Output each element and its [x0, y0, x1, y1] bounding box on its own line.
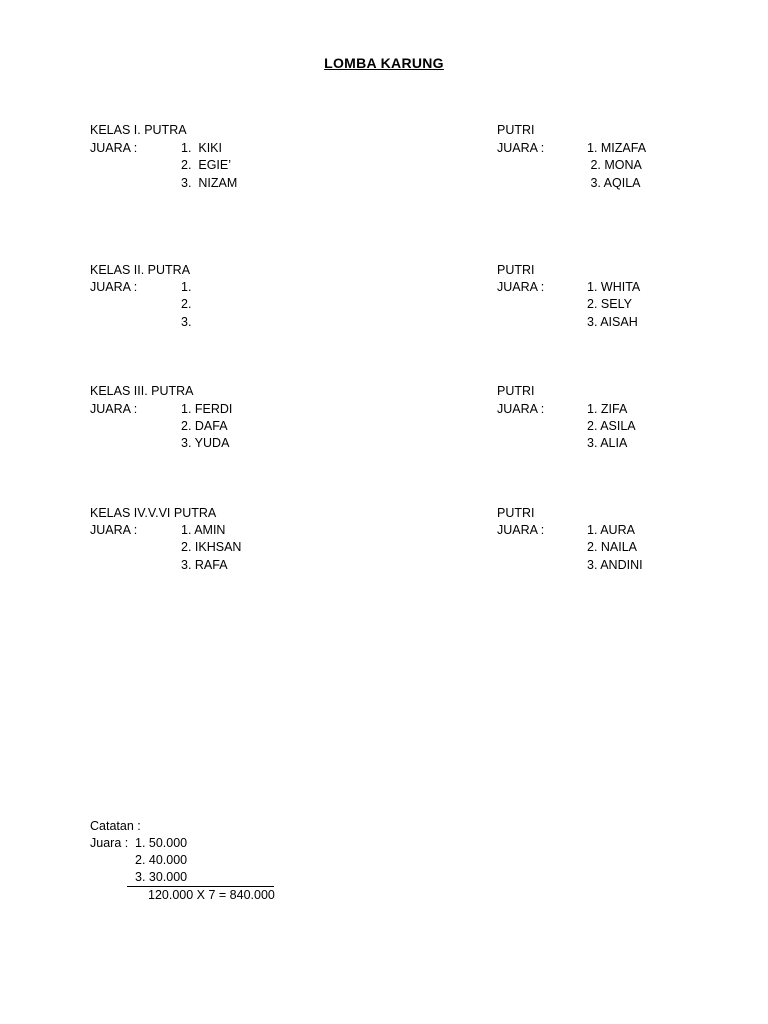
putra-winner: 2. EGIE’ [181, 158, 232, 172]
putri-winner: 2. SELY [587, 297, 632, 311]
putri-winner: 2. ASILA [587, 419, 636, 433]
putri-winner: 3. AQILA [587, 176, 641, 190]
putri-heading: PUTRI [497, 384, 535, 398]
putra-winner: 1. [181, 280, 192, 294]
prize-amount: 2. 40.000 [135, 853, 188, 867]
juara-label: JUARA : [497, 402, 545, 416]
juara-label: JUARA : [90, 402, 138, 416]
putra-heading: KELAS I. PUTRA [90, 123, 187, 137]
putra-winner: 3. YUDA [181, 436, 230, 450]
prize-total: 120.000 X 7 = 840.000 [148, 888, 275, 902]
putri-winner: 1. ZIFA [587, 402, 628, 416]
putri-winner: 1. MIZAFA [587, 141, 647, 155]
putri-winner: 2. NAILA [587, 540, 638, 554]
putra-heading: KELAS II. PUTRA [90, 263, 191, 277]
putri-winner: 3. AISAH [587, 315, 638, 329]
putra-heading: KELAS IV.V.VI PUTRA [90, 506, 217, 520]
putra-winner: 2. [181, 297, 192, 311]
putra-heading: KELAS III. PUTRA [90, 384, 194, 398]
putra-winner: 1. AMIN [181, 523, 226, 537]
prize-amount: 3. 30.000 [135, 870, 188, 884]
juara-label: JUARA : [90, 523, 138, 537]
putra-winner: 2. IKHSAN [181, 540, 242, 554]
putri-winner: 1. WHITA [587, 280, 641, 294]
putra-winner: 3. NIZAM [181, 176, 238, 190]
prize-amount: 1. 50.000 [135, 836, 188, 850]
notes-heading: Catatan : [90, 819, 141, 833]
putra-winner: 3. RAFA [181, 558, 228, 572]
putri-winner: 3. ALIA [587, 436, 628, 450]
putra-winner: 1. KIKI [181, 141, 222, 155]
putri-heading: PUTRI [497, 263, 535, 277]
juara-label: JUARA : [497, 523, 545, 537]
juara-label: JUARA : [90, 141, 138, 155]
juara-label: JUARA : [497, 280, 545, 294]
putra-winner: 1. FERDI [181, 402, 233, 416]
putri-winner: 2. MONA [587, 158, 642, 172]
putri-winner: 1. AURA [587, 523, 635, 537]
putra-winner: 3. [181, 315, 192, 329]
juara-label: JUARA : [497, 141, 545, 155]
putri-winner: 3. ANDINI [587, 558, 643, 572]
putri-heading: PUTRI [497, 506, 535, 520]
putri-heading: PUTRI [497, 123, 535, 137]
page-title: LOMBA KARUNG [324, 55, 444, 71]
notes-juara-label: Juara : [90, 836, 129, 850]
juara-label: JUARA : [90, 280, 138, 294]
putra-winner: 2. DAFA [181, 419, 228, 433]
